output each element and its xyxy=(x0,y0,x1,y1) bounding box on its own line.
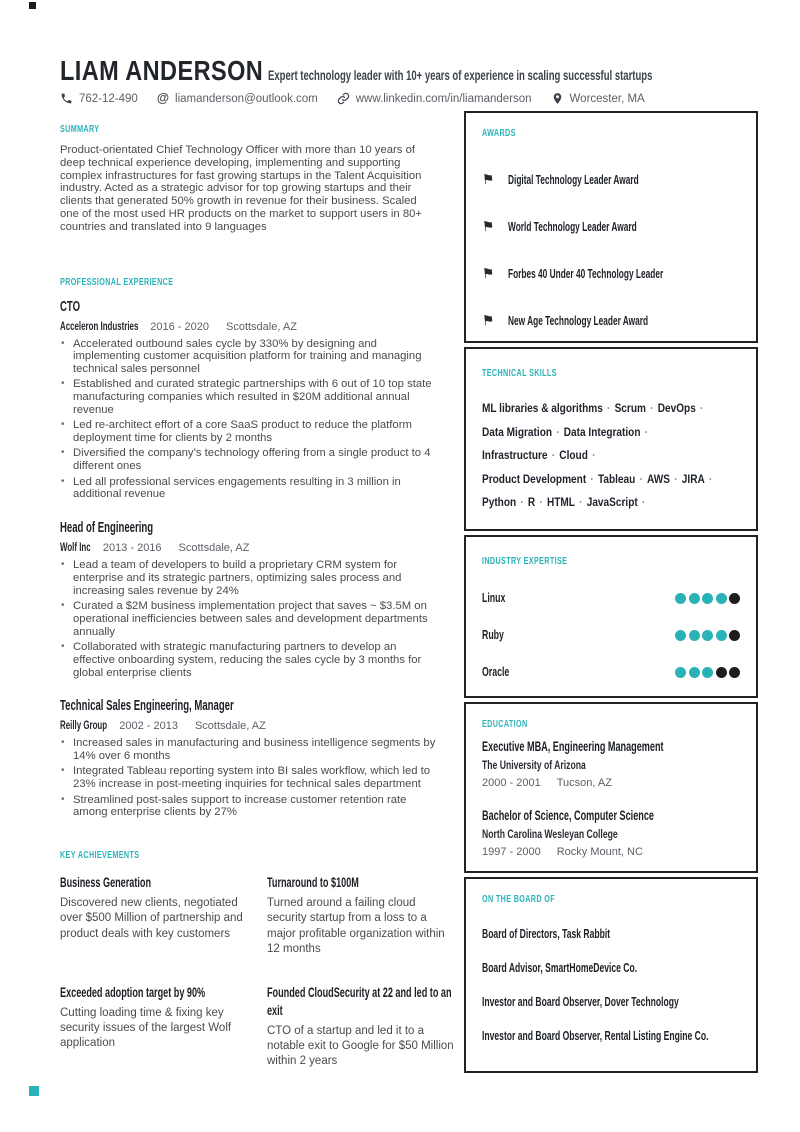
job-location: Scottsdale, AZ xyxy=(194,720,266,733)
rating-dot xyxy=(689,630,700,641)
skill-separator: · xyxy=(592,448,596,462)
summary-heading: SUMMARY xyxy=(60,124,100,135)
education-box xyxy=(464,702,758,873)
expertise-name: Linux xyxy=(482,590,506,605)
left-column xyxy=(60,111,454,1077)
achievement-card xyxy=(267,983,457,1070)
achievement-text: Cutting loading time & fixing key security issues of the largest Wolf application xyxy=(60,1006,232,1050)
skill-separator: · xyxy=(708,471,713,486)
rating-dot xyxy=(729,667,740,678)
school: North Carolina Wesleyan College xyxy=(482,826,618,841)
skill-item: JIRA xyxy=(681,471,705,486)
phone-item[interactable] xyxy=(60,92,138,105)
job-location: Scottsdale, AZ xyxy=(225,320,297,333)
section-summary xyxy=(60,119,438,234)
job-company: Acceleron Industries xyxy=(60,318,139,333)
skill-item: Tableau xyxy=(597,471,636,486)
flag-icon: ⚑ xyxy=(481,265,496,283)
flag-icon: ⚑ xyxy=(481,312,496,330)
tagline: Expert technology leader with 10+ years of experience in scaling successful startups xyxy=(267,67,653,83)
bullet-item: • Lead a team of developers to build a proprietary CRM system for enterprise and its strategic partners, optimizing sales process and increasing sales revenue by 24% xyxy=(60,559,438,597)
contact-row xyxy=(60,92,758,105)
board-item-label: Investor and Board Observer, Rental Listing Engine Co. xyxy=(482,1027,709,1043)
rating-dot xyxy=(689,593,700,604)
skill-item: AWS xyxy=(647,471,671,486)
expertise-name: Ruby xyxy=(482,627,504,642)
awards-heading: AWARDS xyxy=(482,128,516,139)
skill-separator: · xyxy=(644,424,649,439)
skills-line xyxy=(482,421,699,445)
skill-separator: · xyxy=(520,495,524,509)
board-item xyxy=(482,926,740,941)
right-column xyxy=(464,111,758,1077)
flag-icon: ⚑ xyxy=(481,218,496,236)
expertise-row xyxy=(482,665,740,680)
skill-item: Product Development xyxy=(482,471,587,486)
summary-text: Product-orientated Chief Technology Officer with more than 10 years of deep technical experience developing, implementing and supporting complex infrastructures for fast growing startups in the Talent Acquisition industry. Acted as a strategic advisor for top growing startups and their clients that generated 50% growth in revenue for their business. Scaled one of the most used HR products on the market to support users in 80+ countries and translated into 9 languages xyxy=(60,144,423,233)
expertise-row xyxy=(482,591,740,606)
job-meta xyxy=(60,319,438,334)
achievement-text: Discovered new clients, negotiated over $500 Million of partnership and product deals with key customers xyxy=(60,897,243,940)
bullet-item: • Accelerated outbound sales cycle by 330% by designing and implementing customer acquisition platform for training and managing technical sales personnel xyxy=(60,338,438,376)
expertise-row xyxy=(482,628,740,643)
edu-location: Rocky Mount, NC xyxy=(556,845,643,858)
skill-separator: · xyxy=(650,401,654,415)
board-box xyxy=(464,877,758,1073)
board-item xyxy=(482,960,740,975)
job-dates: 2016 - 2020 xyxy=(150,320,209,333)
bullet-item: • Led re-architect effort of a core SaaS product to reduce the platform deployment time for clients by 2 months xyxy=(60,419,438,445)
bullet-item: • Increased sales in manufacturing and business intelligence segments by 14% over 6 months xyxy=(60,737,438,763)
bullet-item: • Curated a $2M business implementation project that saves ~ $3.5M on operational inefficiencies between sales and development departments annually xyxy=(60,600,438,638)
experience-heading: PROFESSIONAL EXPERIENCE xyxy=(60,276,174,288)
skills-line xyxy=(482,444,699,468)
job-meta xyxy=(60,540,438,555)
rating-dot xyxy=(702,630,713,641)
skill-separator: · xyxy=(579,495,583,509)
phone-icon xyxy=(60,92,73,105)
education-item xyxy=(482,738,740,790)
skill-item: R xyxy=(527,495,536,509)
rating-dots xyxy=(675,667,740,678)
skill-separator: · xyxy=(539,495,543,509)
skill-item: DevOps xyxy=(657,401,696,415)
job-bullets xyxy=(60,338,438,502)
job xyxy=(60,519,438,679)
job-title: Head of Engineering xyxy=(60,520,154,537)
job-bullets xyxy=(60,559,438,679)
rating-dot xyxy=(702,593,713,604)
bullet-item: • Diversified the company’s technology offering from a single product to 4 different ones xyxy=(60,447,438,473)
achievement-card xyxy=(60,983,250,1070)
job-meta xyxy=(60,718,438,733)
award-label: Digital Technology Leader Award xyxy=(507,172,639,187)
skill-item: Data Integration xyxy=(563,424,641,439)
job xyxy=(60,697,438,819)
achievement-title: Founded CloudSecurity at 22 and led to an exit xyxy=(267,983,452,1018)
skills-line xyxy=(482,491,699,515)
achievement-title: Business Generation xyxy=(60,874,152,891)
award-item xyxy=(482,313,740,329)
section-achievements xyxy=(60,845,454,1069)
rating-dot xyxy=(729,593,740,604)
education-meta xyxy=(482,776,740,790)
job-bullets xyxy=(60,737,438,819)
rating-dot xyxy=(675,593,686,604)
skill-item: Data Migration xyxy=(482,424,553,439)
rating-dot xyxy=(716,593,727,604)
skills-list xyxy=(482,397,740,515)
skill-separator: · xyxy=(607,401,611,415)
rating-dot xyxy=(675,630,686,641)
page-marker-bottom xyxy=(29,1086,39,1096)
rating-dot xyxy=(729,630,740,641)
skill-item: Infrastructure xyxy=(482,448,548,462)
edu-location: Tucson, AZ xyxy=(556,776,612,789)
skills-box xyxy=(464,347,758,531)
board-item-label: Board of Directors, Task Rabbit xyxy=(482,925,611,941)
section-experience xyxy=(60,272,438,820)
email-item[interactable] xyxy=(157,92,318,105)
achievement-card xyxy=(60,873,250,957)
skills-line xyxy=(482,397,704,421)
skill-separator: · xyxy=(700,401,704,415)
board-item xyxy=(482,1028,740,1043)
page-marker-top xyxy=(29,2,36,9)
email-value: liamanderson@outlook.com xyxy=(175,92,318,105)
awards-box xyxy=(464,111,758,343)
achievement-card xyxy=(267,873,457,957)
bullet-item: • Led all professional services engagements resulting in 3 million in additional revenue xyxy=(60,476,438,502)
achievement-title: Exceeded adoption target by 90% xyxy=(60,983,206,1000)
job-title: CTO xyxy=(60,298,81,315)
rating-dots xyxy=(675,630,740,641)
board-item-label: Board Advisor, SmartHomeDevice Co. xyxy=(482,959,638,975)
school: The University of Arizona xyxy=(482,757,586,772)
job-location: Scottsdale, AZ xyxy=(178,542,250,555)
award-item xyxy=(482,266,740,282)
rating-dot xyxy=(675,667,686,678)
rating-dot xyxy=(716,667,727,678)
edu-dates: 2000 - 2001 xyxy=(482,776,541,789)
rating-dot xyxy=(716,630,727,641)
rating-dot xyxy=(689,667,700,678)
skill-item: JavaScript xyxy=(586,495,638,509)
rating-dots xyxy=(675,593,740,604)
board-item xyxy=(482,994,740,1009)
website-value: www.linkedin.com/in/liamanderson xyxy=(355,92,532,105)
expertise-box xyxy=(464,535,758,698)
location-item xyxy=(551,92,645,105)
skill-separator: · xyxy=(639,471,643,486)
skill-separator: · xyxy=(556,424,560,439)
skill-item: Cloud xyxy=(559,448,588,462)
education-heading: EDUCATION xyxy=(482,718,528,730)
board-item-label: Investor and Board Observer, Dover Technology xyxy=(482,993,679,1009)
achievement-text: Turned around a failing cloud security startup from a loss to a major profitable organization within 12 months xyxy=(267,897,445,955)
job-dates: 2013 - 2016 xyxy=(102,542,162,555)
link-icon xyxy=(337,92,350,105)
education-item xyxy=(482,807,740,859)
expertise-name: Oracle xyxy=(482,664,510,679)
award-item xyxy=(482,219,740,235)
job-company: Reilly Group xyxy=(60,718,108,733)
edu-dates: 1997 - 2000 xyxy=(482,845,541,858)
degree: Bachelor of Science, Computer Science xyxy=(482,806,654,823)
skill-item: ML libraries & algorithms xyxy=(482,401,603,415)
person-name: LIAM ANDERSON xyxy=(60,55,264,86)
bullet-item: • Collaborated with strategic manufacturing partners to develop an effective onboarding system, reducing the sales cycle by 3 months for global enterprise clients xyxy=(60,641,438,679)
flag-icon: ⚑ xyxy=(481,171,496,189)
skill-separator: · xyxy=(641,495,646,509)
bullet-item: • Established and curated strategic partnerships with 6 out of 10 top state manufacturing companies which resulted in $20M additional annual revenue xyxy=(60,378,438,416)
job-company: Wolf Inc xyxy=(60,540,91,555)
award-item xyxy=(482,172,740,188)
achievements-grid xyxy=(60,873,454,1069)
skill-item: Scrum xyxy=(614,401,646,415)
location-value: Worcester, MA xyxy=(569,92,645,105)
job xyxy=(60,298,438,502)
award-label: New Age Technology Leader Award xyxy=(507,313,648,328)
bullet-item: • Streamlined post-sales support to increase customer retention rate among enterprise clients by 27% xyxy=(60,794,438,820)
achievement-title: Turnaround to $100M xyxy=(267,874,359,891)
website-item[interactable] xyxy=(337,92,532,105)
skill-separator: · xyxy=(551,448,556,462)
board-heading: ON THE BOARD OF xyxy=(482,893,556,905)
award-label: World Technology Leader Award xyxy=(507,219,637,234)
skill-item: Python xyxy=(482,495,517,509)
expertise-heading: INDUSTRY EXPERTISE xyxy=(482,555,568,567)
achievement-text: CTO of a startup and led it to a notable exit to Google for $50 Million within 2 years xyxy=(267,1024,454,1068)
job-title: Technical Sales Engineering, Manager xyxy=(60,698,234,715)
achievements-heading: KEY ACHIEVEMENTS xyxy=(60,850,140,862)
skill-separator: · xyxy=(590,471,594,486)
at-icon: @ xyxy=(156,91,170,105)
job-dates: 2002 - 2013 xyxy=(119,720,178,733)
education-meta xyxy=(482,845,740,859)
header xyxy=(60,56,758,105)
skill-separator: · xyxy=(674,471,678,486)
bullet-item: • Integrated Tableau reporting system into BI sales workflow, which led to 23% increase in post-meeting inquiries for technical sales department xyxy=(60,765,438,791)
location-icon xyxy=(551,92,564,105)
skills-heading: TECHNICAL SKILLS xyxy=(482,368,557,379)
rating-dot xyxy=(702,667,713,678)
skill-item: HTML xyxy=(546,495,575,509)
phone-value: 762-12-490 xyxy=(79,92,138,105)
award-label: Forbes 40 Under 40 Technology Leader xyxy=(507,266,663,281)
degree: Executive MBA, Engineering Management xyxy=(482,737,664,754)
skills-line xyxy=(482,468,713,492)
